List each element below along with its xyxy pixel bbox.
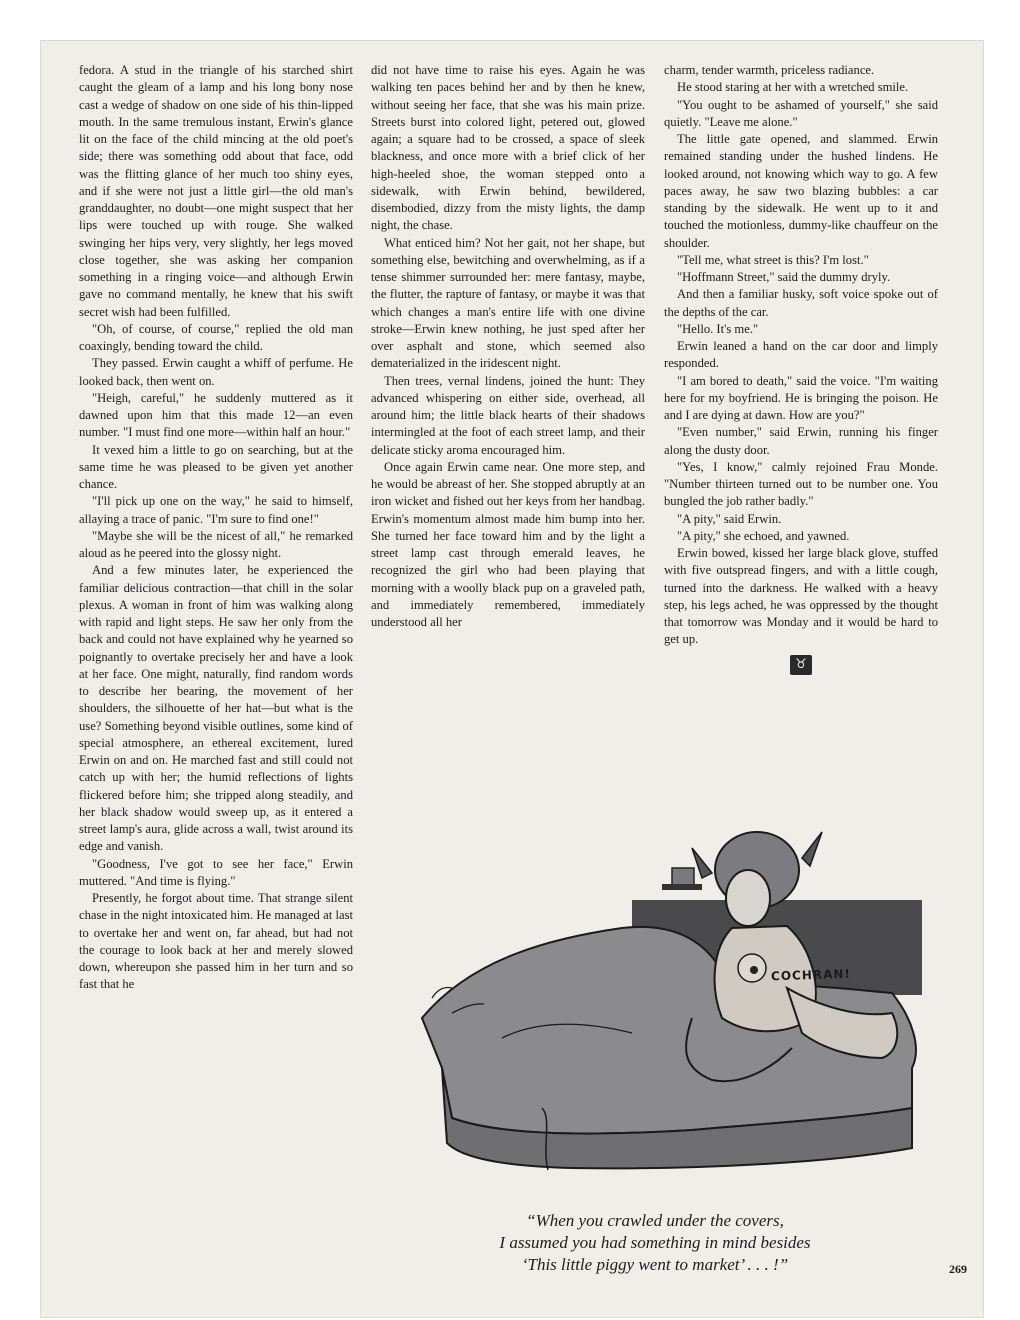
- paragraph: The little gate opened, and slammed. Erwin remained standing under the hushed lindens. He looked around, not knowing which way to go. A few paces away, he saw two blazing bubbles: a car standing by the sidewalk. He went up to it and touched the motionless, dummy-like chauffeur on the shoulder.: [664, 132, 938, 250]
- paragraph: And then a familiar husky, soft voice spoke out of the depths of the car.: [664, 287, 938, 319]
- paragraph: They passed. Erwin caught a whiff of perfume. He looked back, then went on.: [79, 356, 353, 388]
- paragraph: "I am bored to death," said the voice. "I'm waiting here for my boyfriend. He is bringing the poison. He and I are dying at dawn. How are you?": [664, 373, 938, 422]
- paragraph: "A pity," she echoed, and yawned.: [677, 528, 850, 543]
- paragraph: did not have time to raise his eyes. Again he was walking ten paces behind her and by then he knew, without seeing her face, that she was his main prize. Streets burst into colored light, petered out, glowed again; a square had to be crossed, a space of sleek blackness, and once more with a brief click of her high-heeled shoe, the woman stepped onto a sidewalk, with Erwin behind, bewildered, disembodied, dizzy from the misty lights, the damp night, the chase.: [371, 63, 645, 233]
- paragraph: And a few minutes later, he experienced the familiar delicious contraction—that chill in the solar plexus. A woman in front of him was walking along with rapid and light steps. He saw her only from the back and could not have explained why he yearned so poignantly to overtake precisely her and have a look at her face. One might, naturally, find random words to describe her bearing, the movement of her shoulders, the silhouette of her hat—but what is the use? Something beyond visible outlines, some kind of special atmosphere, an ethereal excitement, lured Erwin on and on. He marched fast and still could not catch up with her; the humid reflections of lights flickered before him; she tripped along steadily, and her black shadow would sweep up, as it entered a street lamp's aura, glide across a wall, twist around its edge and vanish.: [79, 563, 353, 854]
- paragraph: "Yes, I know," calmly rejoined Frau Monde. "Number thirteen turned out to be number one. You bungled the job rather badly.": [664, 459, 938, 509]
- caption-line: ‘This little piggy went to market’ . . . !”: [521, 1255, 789, 1274]
- end-mark-icon: ♉: [790, 655, 812, 675]
- text-column-2: [371, 62, 645, 631]
- paragraph: "Heigh, careful," he suddenly muttered as it dawned upon him that this made 12—an even number. "I must find one more—within half an hour.": [79, 390, 353, 440]
- goat-horn-left: [692, 848, 712, 878]
- paragraph: It vexed him a little to go on searching, but at the same time he was pleased to be given yet another chance.: [79, 442, 353, 491]
- woman-face: [726, 870, 770, 926]
- paragraph: Erwin leaned a hand on the car door and limply responded.: [664, 339, 938, 371]
- paragraph: Once again Erwin came near. One more step, and he would be abreast of her. She stopped abruptly at an iron wicket and fished out her keys from her handbag. Erwin's momentum almost made him bump into her. She turned her face toward him and by the light a street lamp cast through emerald leaves, he recognized the girl who had been playing that morning with a woolly black pup on a graveled path, and immediately remembered, immediately understood all her: [371, 459, 645, 629]
- goat-horn-right: [802, 832, 822, 866]
- paragraph: "You ought to be ashamed of yourself," she said quietly. "Leave me alone.": [664, 97, 938, 129]
- paragraph: Erwin bowed, kissed her large black glove, stuffed with five outspread fingers, and with a little cough, turned into the darkness. He walked with a heavy step, his legs ached, he was oppressed by the thought that tomorrow was Monday and it would be hard to get up.: [664, 546, 938, 647]
- paragraph: "Hello. It's me.": [677, 321, 759, 336]
- paragraph: Then trees, vernal lindens, joined the hunt: They advanced whispering on either side, overhead, all around him; the little black hearts of their shadows intermingled at the foot of each street lamp, and their delicate sticky aroma encouraged him.: [371, 373, 645, 457]
- text-column-3: [664, 62, 938, 675]
- paragraph: fedora. A stud in the triangle of his starched shirt caught the gleam of a lamp and his long bony nose cast a wedge of shadow on one side of his thin-lipped mouth. In the same tremulous instant, Erwin's glance lit on the face of the child mincing at the old poet's side; there was something odd about that face, odd was the flitting glance of her much too shiny eyes, and if she were not just a little girl—the old man's granddaughter, no doubt—one might suspect that her lips were touched up with rouge. She walked swinging her hips very, very slightly, her legs moved close together, she was asking her companion something in a ringing voice—and although Erwin gave no command mentally, he knew that his swift secret wish had been fulfilled.: [79, 63, 353, 319]
- paragraph: "Goodness, I've got to see her face," Erwin muttered. "And time is flying.": [79, 856, 353, 888]
- paragraph: "I'll pick up one on the way," he said to himself, allaying a trace of panic. "I'm sure to find one!": [79, 494, 353, 526]
- text-column-1: [79, 62, 353, 994]
- paragraph: "Hoffmann Street," said the dummy dryly.: [677, 270, 891, 284]
- paragraph: charm, tender warmth, priceless radiance.: [664, 63, 875, 77]
- cartoon-illustration: [392, 818, 952, 1198]
- caption-line: “When you crawled under the covers,: [526, 1211, 784, 1230]
- paragraph: "Tell me, what street is this? I'm lost.": [677, 252, 869, 267]
- page-number: 269: [949, 1262, 967, 1276]
- paragraph: "Oh, of course, of course," replied the old man coaxingly, bending toward the child.: [79, 321, 353, 353]
- caption-line: I assumed you had something in mind besides: [499, 1233, 811, 1252]
- paragraph: "Maybe she will be the nicest of all," he remarked aloud as he peered into the glossy night.: [79, 528, 353, 560]
- paragraph: He stood staring at her with a wretched smile.: [677, 80, 909, 95]
- cartoonist-signature: COCHRAN!: [770, 966, 852, 984]
- cartoon-caption: [420, 1210, 890, 1276]
- paragraph: Presently, he forgot about time. That strange silent chase in the night intoxicated him. He managed at last to overtake her and went on, far ahead, but had not the courage to look back at her and merely slowed down, whereupon she passed him in her turn and so fast that he: [79, 891, 353, 992]
- nightstand-clock-icon: [672, 868, 694, 886]
- paragraph: What enticed him? Not her gait, not her shape, but something else, bewitching and overwhelming, as if a tense shimmer surrounded her: mere fantasy, maybe, the flutter, the rapture of fantasy, or maybe it was that which changes a man's entire life with one divine stroke—Erwin knew nothing, he just sped after her over asphalt and stone, which seemed also dematerialized in the iridescent night.: [371, 235, 645, 371]
- paragraph: "Even number," said Erwin, running his finger along the dusty door.: [664, 425, 938, 457]
- paragraph: "A pity," said Erwin.: [677, 511, 782, 526]
